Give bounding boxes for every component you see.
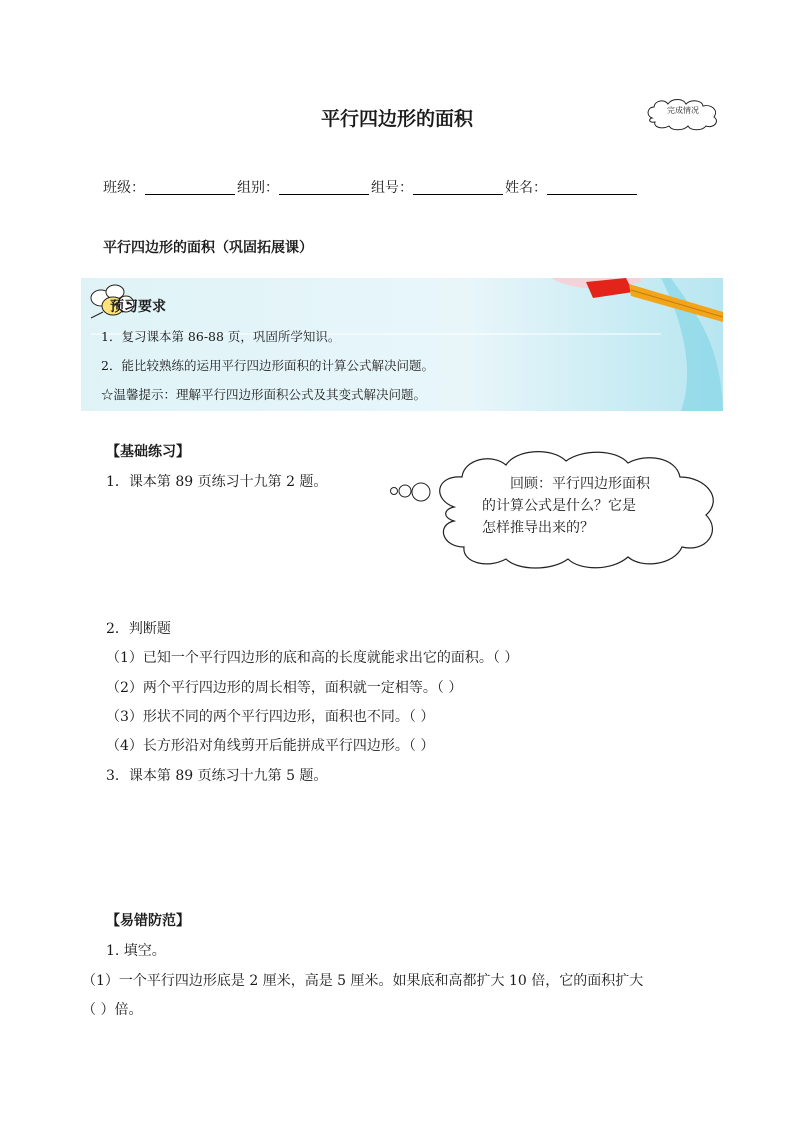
group-no-blank[interactable] — [413, 180, 503, 195]
fill-line-2: （ ）倍。 — [82, 1002, 143, 1018]
preview-tip: ☆温馨提示：理解平行四边形面积公式及其变式解决问题。 — [101, 387, 427, 402]
cloud-line-3: 怎样推导出来的？ — [482, 520, 594, 536]
basic-q3: 3．课本第 89 页练习十九第 5 题。 — [106, 768, 328, 784]
judge-item-1: （1）已知一个平行四边形的底和高的长度就能求出它的面积。（ ） — [106, 650, 519, 666]
judge-item-4: （4）长方形沿对角线剪开后能拼成平行四边形。（ ） — [106, 738, 435, 754]
judge-item-3: （3）形状不同的两个平行四边形，面积也不同。（ ） — [106, 709, 435, 725]
judge-item-2: （2）两个平行四边形的周长相等，面积就一定相等。（ ） — [106, 680, 463, 696]
page-title: 平行四边形的面积 — [320, 108, 473, 130]
badge-label: 完成情况 — [667, 106, 699, 115]
basic-heading: 【基础练习】 — [106, 444, 190, 460]
preview-item-1: 1．复习课本第 86-88 页，巩固所学知识。 — [101, 329, 341, 344]
lesson-subtitle: 平行四边形的面积（巩固拓展课） — [103, 240, 313, 256]
group-label: 组别： — [237, 180, 279, 196]
basic-q2: 2．判断题 — [106, 621, 171, 637]
error-q1: 1. 填空。 — [106, 943, 166, 959]
error-heading: 【易错防范】 — [106, 913, 190, 929]
basic-q1: 1．课本第 89 页练习十九第 2 题。 — [106, 474, 328, 490]
group-blank[interactable] — [279, 180, 369, 195]
preview-item-2: 2．能比较熟练的运用平行四边形面积的计算公式解决问题。 — [101, 358, 434, 373]
cloud-line-1: 回顾：平行四边形面积 — [510, 476, 650, 492]
completion-badge — [644, 96, 722, 132]
preview-heading: 预习要求 — [110, 299, 166, 315]
student-info-line — [103, 177, 639, 197]
class-blank[interactable] — [145, 180, 235, 195]
name-blank[interactable] — [547, 180, 637, 195]
cloud-line-2: 的计算公式是什么？它是 — [482, 498, 636, 514]
class-label: 班级： — [103, 180, 145, 196]
name-label: 姓名： — [505, 180, 547, 196]
fill-line-1: （1）一个平行四边形底是 2 厘米，高是 5 厘米。如果底和高都扩大 10 倍，它的面积扩大 — [82, 973, 644, 989]
thought-cloud — [384, 447, 726, 573]
group-no-label: 组号： — [371, 180, 413, 196]
